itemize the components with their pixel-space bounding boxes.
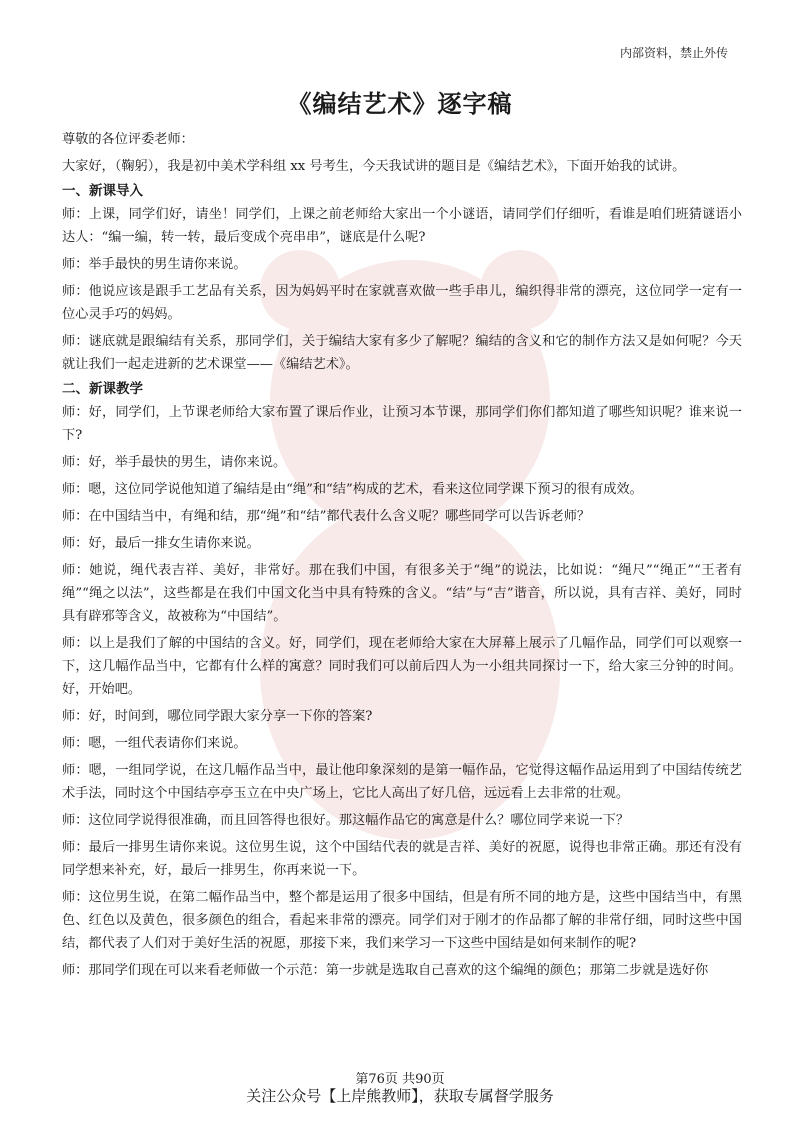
paragraph: 师：她说，绳代表吉祥、美好，非常好。那在我们中国，有很多关于“绳”的说法，比如说：“绳尺”“绳正”“王者有绳”“绳之以法”，这些都是在我们中国文化当中具有特殊的含义。“结”与“吉”谐音，所以说，具有吉祥、美好，同时具有辟邪等含义，故被称为“中国结”。 — [62, 563, 742, 624]
paragraph: 师：他说应该是跟手工艺品有关系，因为妈妈平时在家就喜欢做一些手串儿，编织得非常的漂亮，这位同学一定有一位心灵手巧的妈妈。 — [62, 284, 742, 322]
paragraph: 师：举手最快的男生请你来说。 — [62, 257, 247, 272]
page-number: 第76页 共90页 — [355, 1072, 445, 1087]
section-heading-intro: 一、新课导入 — [62, 183, 143, 199]
section-heading-teaching: 二、新课教学 — [62, 381, 143, 397]
paragraph: 师：嗯，一组同学说，在这几幅作品当中，最让他印象深刻的是第一幅作品，它觉得这幅作品运用到了中国结传统艺术手法，同时这个中国结亭亭玉立在中央广场上，它比人高出了好几倍，远远看上去非常的壮观。 — [62, 763, 742, 801]
paragraph: 师：好，举手最快的男生，请你来说。 — [62, 455, 287, 470]
paragraph: 师：嗯，一组代表请你们来说。 — [62, 736, 247, 751]
paragraph: 师：好，时间到，哪位同学跟大家分享一下你的答案? — [62, 709, 373, 724]
greeting: 尊敬的各位评委老师： — [62, 132, 194, 147]
paragraph: 师：以上是我们了解的中国结的含义。好，同学们，现在老师给大家在大屏幕上展示了几幅作品，同学们可以观察一下，这几幅作品当中，它都有什么样的寓意？同时我们可以前后四人为一小组共同探讨一下，给大家三分钟的时间。好，开始吧。 — [62, 636, 742, 697]
paragraph: 师：上课，同学们好，请坐！同学们，上课之前老师给大家出一个小谜语，请同学们仔细听，看谁是咱们班猜谜语小达人：“编一编，转一转，最后变成个亮串串”，谜底是什么呢? — [62, 207, 742, 245]
paragraph: 师：这位同学说得很准确，而且回答得也很好。那这幅作品它的寓意是什么？哪位同学来说一下？ — [62, 813, 630, 828]
header-note: 内部资料，禁止外传 — [619, 46, 728, 60]
paragraph: 师：这位男生说，在第二幅作品当中，整个都是运用了很多中国结，但是有所不同的地方是，这些中国结当中，有黑色、红色以及黄色，很多颜色的组合，看起来非常的漂亮。同学们对于刚才的作品都了解的非常仔细，同时这些中国结，都代表了人们对于美好生活的祝愿，那接下来，我们来学习一下这些中国结是如何来制作的呢? — [62, 890, 742, 951]
document-body — [62, 128, 742, 982]
paragraph: 师：谜底就是跟编结有关系，那同学们，关于编结大家有多少了解呢？编结的含义和它的制作方法又是如何呢？今天就让我们一起走进新的艺术课堂——《编结艺术》。 — [62, 334, 742, 372]
paragraph: 师：在中国结当中，有绳和结，那“绳”和“结”都代表什么含义呢？哪些同学可以告诉老师？ — [62, 509, 591, 524]
paragraph: 师：嗯，这位同学说他知道了编结是由“绳”和“结”构成的艺术，看来这位同学课下预习的很有成效。 — [62, 482, 643, 497]
page-title: 《编结艺术》逐字稿 — [287, 89, 513, 118]
paragraph: 师：好，同学们，上节课老师给大家布置了课后作业，让预习本节课，那同学们你们都知道了哪些知识呢？谁来说一下? — [62, 405, 742, 443]
intro-paragraph: 大家好，（鞠躬），我是初中美术学科组 xx 号考生，今天我试讲的题目是《编结艺术》，下面开始我的试讲。 — [62, 159, 686, 174]
paragraph: 师：好，最后一排女生请你来说。 — [62, 536, 260, 551]
paragraph: 师：最后一排男生请你来说。这位男生说，这个中国结代表的就是吉祥、美好的祝愿，说得也非常正确。那还有没有同学想来补充，好，最后一排男生，你再来说一下。 — [62, 840, 742, 878]
footer-promo: 关注公众号【上岸熊教师】，获取专属督学服务 — [246, 1087, 554, 1105]
paragraph: 师：那同学们现在可以来看老师做一个示范：第一步就是选取自己喜欢的这个编绳的颜色；那第二步就是选好你 — [62, 963, 709, 978]
